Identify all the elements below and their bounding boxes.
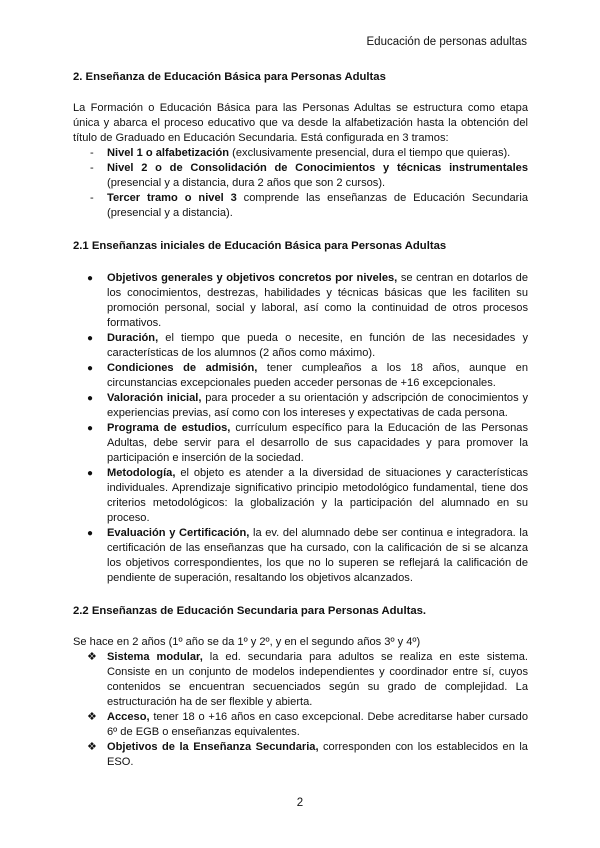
page-content bbox=[73, 70, 528, 770]
dash-bullet: - bbox=[90, 147, 94, 159]
list-item: ● Objetivos generales y objetivos concretos por niveles, se centran en dotarlos de los conocimientos, destrezas, habilidades y técnicas básicas que les faciliten su promoción personal, social y laboral, así como la continuidad de otros procesos formativos. bbox=[87, 272, 528, 329]
list-item: ❖ Objetivos de la Enseñanza Secundaria, corresponden con los establecidos en la ESO. bbox=[87, 741, 528, 768]
bullet-dot-icon: ● bbox=[87, 528, 94, 539]
initial-teachings-list bbox=[73, 271, 528, 586]
list-item: ● Metodología, el objeto es atender a la diversidad de situaciones y características individuales. Aprendizaje significativo principio metodológico fundamental, tiene dos criterios metodológicos: la globalización y la participación del alumnado en su proceso. bbox=[87, 467, 528, 524]
section-2-intro: La Formación o Educación Básica para las Personas Adultas se estructura como etapa única y abarca el proceso educativo que va desde la alfabetización hasta la obtención del título de Graduado en Educación Secundaria. Está configurada en 3 tramos: bbox=[73, 102, 528, 144]
list-item: ❖ Acceso, tener 18 o +16 años en caso excepcional. Debe acreditarse haber cursado 6º de EGB o enseñanzas equivalentes. bbox=[87, 711, 528, 738]
dash-bullet: - bbox=[90, 192, 94, 204]
bullet-dot-icon: ● bbox=[87, 363, 94, 374]
section-2-2-heading: 2.2 Enseñanzas de Educación Secundaria para Personas Adultas. bbox=[73, 605, 427, 617]
tramos-list bbox=[73, 146, 528, 221]
bullet-dot-icon: ● bbox=[87, 273, 94, 284]
section-2-2-intro: Se hace en 2 años (1º año se da 1º y 2º, y en el segundo años 3º y 4º) bbox=[73, 636, 421, 648]
bullet-dot-icon: ● bbox=[87, 393, 94, 404]
diamond-bullet-icon: ❖ bbox=[87, 711, 97, 723]
bullet-dot-icon: ● bbox=[87, 423, 94, 434]
section-2-1-heading: 2.1 Enseñanzas iniciales de Educación Básica para Personas Adultas bbox=[73, 240, 447, 252]
running-header: Educación de personas adultas bbox=[366, 36, 527, 48]
list-item: ● Programa de estudios, currículum específico para la Educación de las Personas Adultas, debe servir para el desarrollo de sus capacidades y para promover la participación e inserción de la sociedad. bbox=[87, 422, 529, 464]
list-item: ● Evaluación y Certificación, la ev. del alumnado debe ser continua e integradora. la certificación de las enseñanzas que ha cursado, con la calificación de si se alcanza los objetivos correspondientes, los que no lo superen se reflejará la calificación de pendiente de superación, resaltando los objetivos alcanzados. bbox=[87, 527, 528, 584]
diamond-bullet-icon: ❖ bbox=[87, 651, 97, 663]
list-item: - Tercer tramo o nivel 3 comprende las enseñanzas de Educación Secundaria (presencial y a distancia). bbox=[90, 192, 528, 219]
list-item: - Nivel 1 o alfabetización (exclusivamente presencial, dura el tiempo que quieras). bbox=[90, 147, 511, 159]
bullet-dot-icon: ● bbox=[87, 468, 94, 479]
dash-bullet: - bbox=[90, 162, 94, 174]
list-item: ❖ Sistema modular, la ed. secundaria para adultos se realiza en este sistema. Consiste en un conjunto de modelos independientes y coordinador entre sí, cuyos contenidos se encuentran secuenciados según su grado de complejidad. La estructuración ha de ser flexible y abierta. bbox=[87, 651, 528, 708]
list-item: ● Duración, el tiempo que pueda o necesite, en función de las necesidades y características de los alumnos (2 años como máximo). bbox=[87, 332, 528, 359]
bullet-dot-icon: ● bbox=[87, 333, 94, 344]
diamond-bullet-icon: ❖ bbox=[87, 741, 97, 753]
page-number: 2 bbox=[296, 797, 304, 809]
list-item: - Nivel 2 o de Consolidación de Conocimientos y técnicas instrumentales (presencial y a distancia, dura 2 años que son 2 cursos). bbox=[90, 162, 528, 189]
list-item: ● Condiciones de admisión, tener cumpleaños a los 18 años, aunque en circunstancias excepcionales pueden acceder personas de +16 excepcionales. bbox=[87, 362, 528, 389]
section-2-heading: 2. Enseñanza de Educación Básica para Personas Adultas bbox=[73, 71, 386, 83]
secondary-teachings-list bbox=[73, 650, 528, 770]
list-item: ● Valoración inicial, para proceder a su orientación y adscripción de conocimientos y experiencias previas, así como con los intereses y expectativas de cada persona. bbox=[87, 392, 528, 419]
